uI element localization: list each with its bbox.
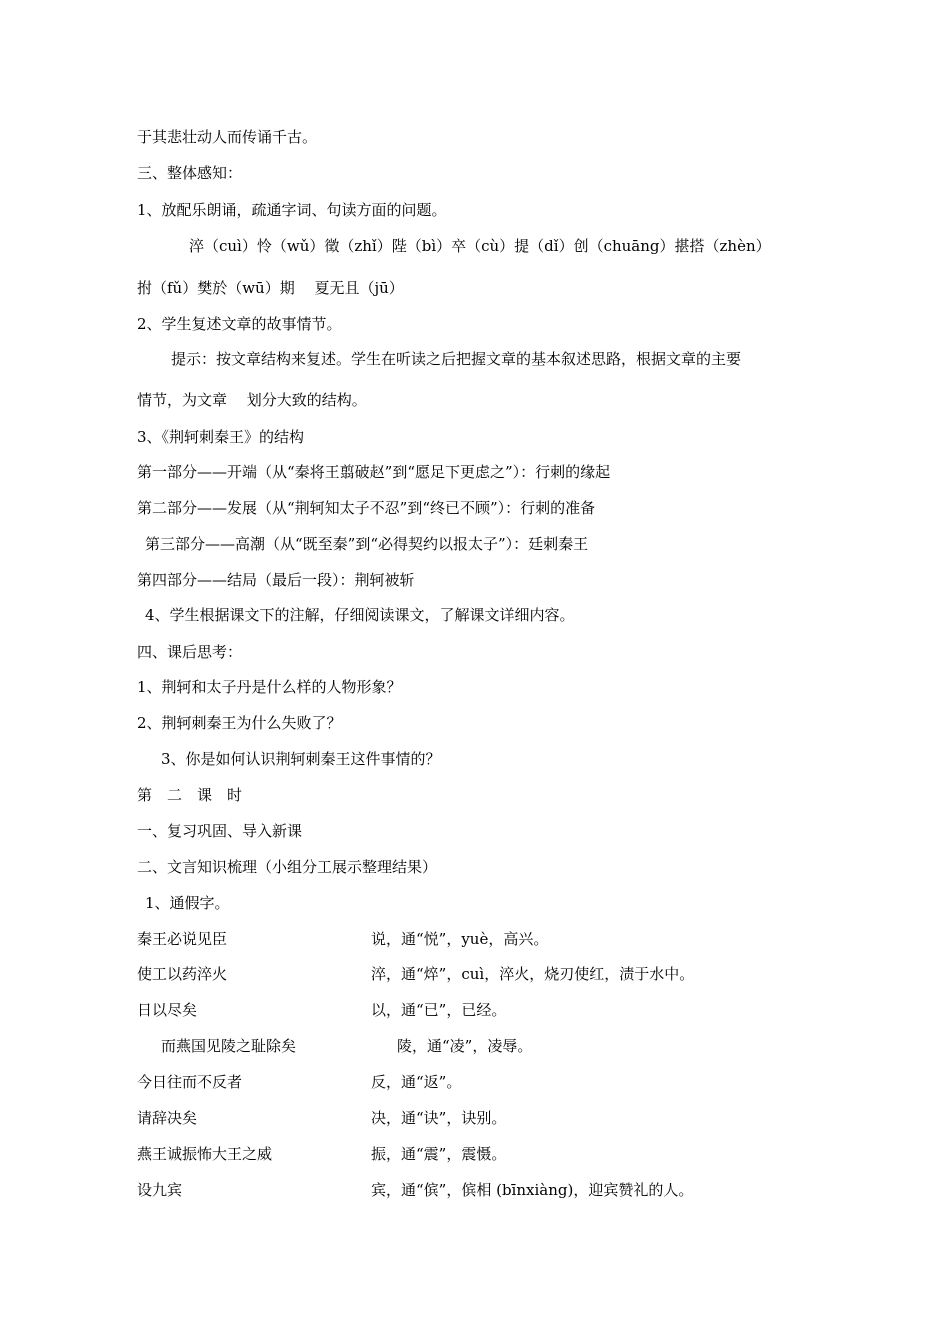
tongjia-phrase: 使工以药淬火 xyxy=(137,965,228,983)
text-line: 4、学生根据课文下的注解，仔细阅读课文，了解课文详细内容。 xyxy=(145,606,575,624)
section-heading: 四、课后思考： xyxy=(137,643,243,661)
tongjia-phrase: 请辞决矣 xyxy=(137,1109,198,1127)
tongjia-note: 以，通“已”，已经。 xyxy=(371,1001,507,1019)
tongjia-note: 说，通“悦”，yuè，高兴。 xyxy=(371,930,549,948)
tongjia-note: 振，通“震”，震慑。 xyxy=(371,1145,507,1163)
text-line: 于其悲壮动人而传诵千古。 xyxy=(137,128,318,146)
tongjia-phrase: 日以尽矣 xyxy=(137,1001,198,1019)
tongjia-note: 反，通“返”。 xyxy=(371,1073,462,1091)
tongjia-note: 陵，通“凌”，凌辱。 xyxy=(397,1037,533,1055)
lesson-heading: 第 二 课 时 xyxy=(137,786,243,804)
text-line: 3、《荆轲刺秦王》的结构 xyxy=(137,428,305,446)
section-heading: 二、文言知识梳理（小组分工展示整理结果） xyxy=(137,858,438,876)
question-item: 3、你是如何认识荆轲刺秦王这件事情的？ xyxy=(161,750,441,768)
tongjia-phrase: 设九宾 xyxy=(137,1181,183,1199)
tongjia-note: 淬，通“焠”，cuì，淬火，烧刃使红，渍于水中。 xyxy=(371,965,695,983)
pronunciation-line: 淬（cuì）怜（wǔ）徵（zhǐ）陛（bì）卒（cù）提（dǐ）创（chuāng）揕搭（zhèn） xyxy=(189,237,771,255)
section-heading: 三、整体感知： xyxy=(137,164,243,182)
subsection-heading: 1、通假字。 xyxy=(145,894,230,912)
tongjia-note: 决，通“诀”，诀别。 xyxy=(371,1109,507,1127)
text-line: 1、放配乐朗诵，疏通字词、句读方面的问题。 xyxy=(137,201,447,219)
text-line: 提示：按文章结构来复述。学生在听读之后把握文章的基本叙述思路，根据文章的主要 xyxy=(171,350,742,368)
tongjia-phrase: 今日往而不反者 xyxy=(137,1073,243,1091)
structure-item: 第二部分——发展（从“荆轲知太子不忍”到“终已不顾”）：行刺的准备 xyxy=(137,499,596,517)
text-line: 2、学生复述文章的故事情节。 xyxy=(137,315,342,333)
tongjia-phrase: 燕王诚振怖大王之威 xyxy=(137,1145,273,1163)
tongjia-phrase: 秦王必说见臣 xyxy=(137,930,228,948)
tongjia-phrase: 而燕国见陵之耻除矣 xyxy=(161,1037,297,1055)
structure-item: 第四部分——结局（最后一段）：荆轲被斩 xyxy=(137,571,415,589)
question-item: 2、荆轲刺秦王为什么失败了？ xyxy=(137,714,342,732)
structure-item: 第三部分——高潮（从“既至秦”到“必得契约以报太子”）：廷刺秦王 xyxy=(145,535,589,553)
pronunciation-line: 拊（fǔ）樊於（wū）期 夏无且（jū） xyxy=(137,279,404,297)
structure-item: 第一部分——开端（从“秦将王翦破赵”到“愿足下更虑之”）：行刺的缘起 xyxy=(137,463,611,481)
tongjia-note: 宾，通“傧”，傧相 (bīnxiàng)，迎宾赞礼的人。 xyxy=(371,1181,694,1199)
text-line: 情节，为文章 划分大致的结构。 xyxy=(137,391,367,409)
question-item: 1、荆轲和太子丹是什么样的人物形象？ xyxy=(137,678,402,696)
section-heading: 一、复习巩固、导入新课 xyxy=(137,822,303,840)
